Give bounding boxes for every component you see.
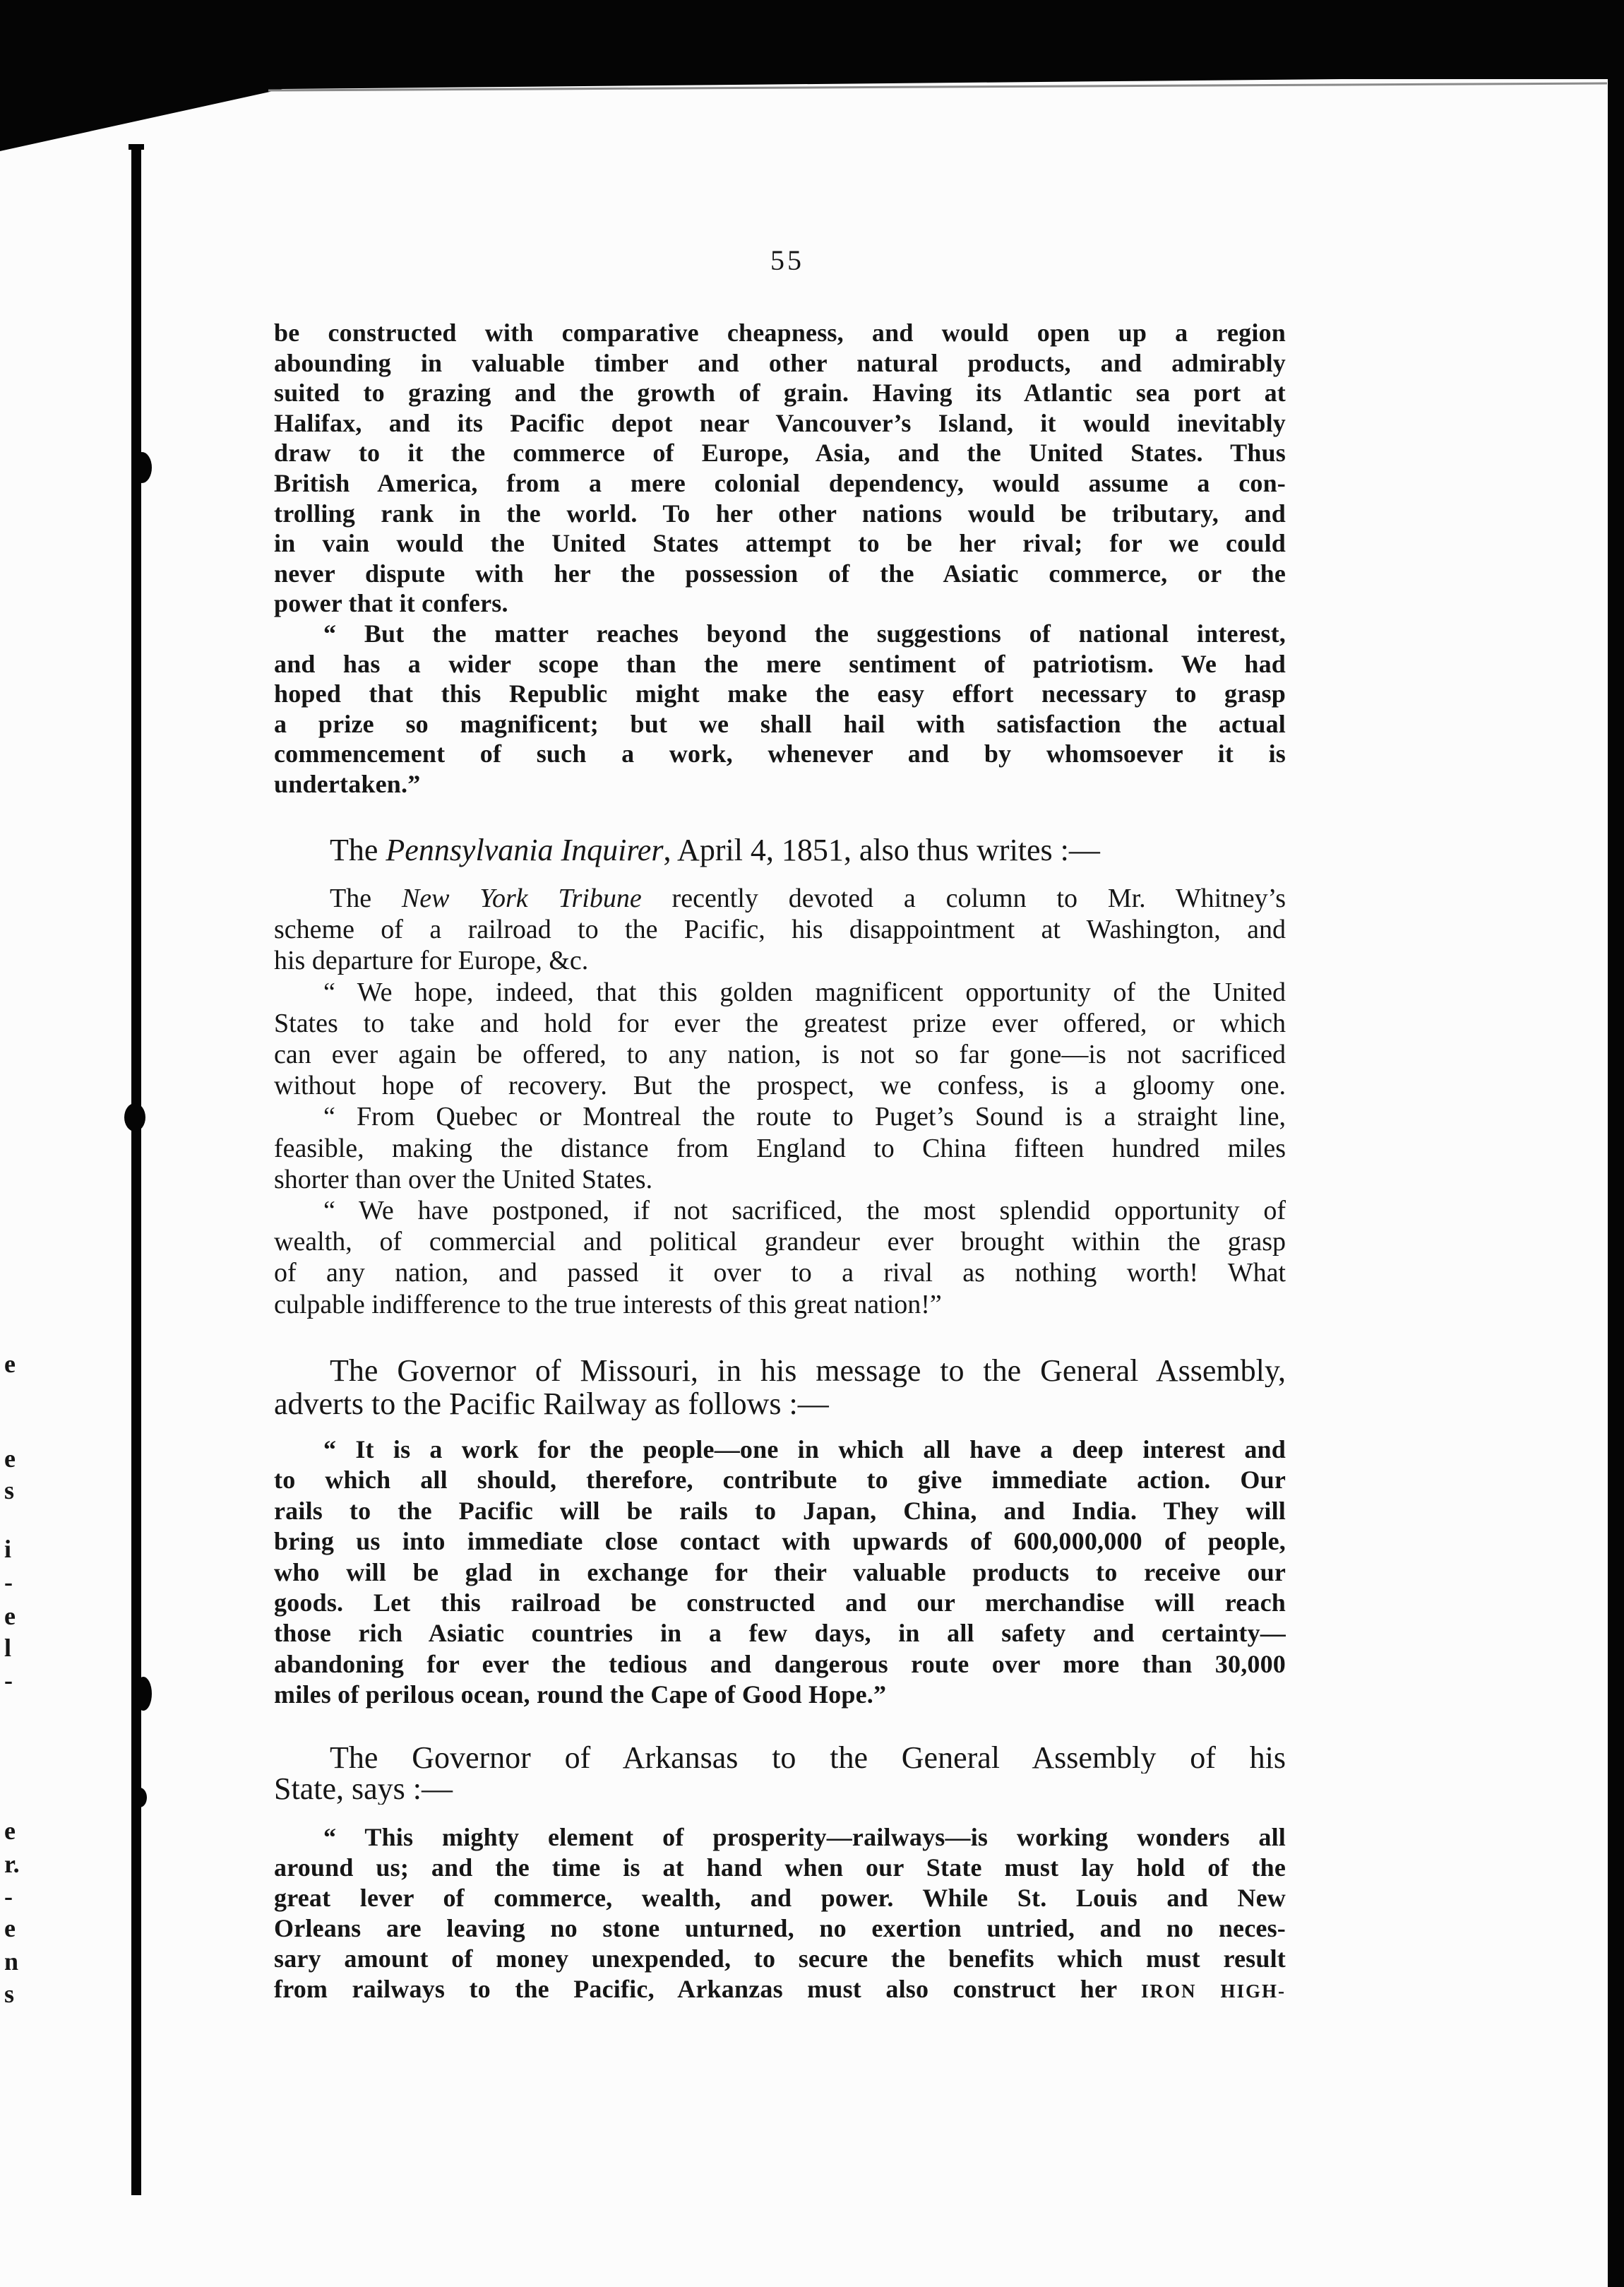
fragment-char: e: [4, 1602, 16, 1630]
text-line: “ From Quebec or Montreal the route to Puget’s Sound is a straight line,: [323, 1102, 1286, 1132]
text-line: and has a wider scope than the mere sentiment of patriotism. We had: [274, 649, 1286, 678]
fragment-char: s: [4, 1476, 15, 1504]
heading-prefix: The: [330, 833, 386, 867]
vertical-margin-rule: [124, 144, 152, 2195]
text-line: feasible, making the distance from England to China fifteen hundred miles: [274, 1133, 1286, 1163]
text-line: power that it confers.: [274, 589, 508, 618]
text-line: his departure for Europe, &c.: [274, 946, 589, 976]
text-line: abandoning for ever the tedious and dangerous route over more than 30,000: [274, 1649, 1286, 1678]
text-line: in vain would the United States attempt to be her rival; for we could: [274, 529, 1286, 558]
pennsylvania-inquirer-heading: [274, 833, 1286, 867]
text-line: rails to the Pacific will be rails to Japan, China, and India. They will: [274, 1496, 1286, 1525]
line-text: from railways to the Pacific, Arkanzas must also construct her: [274, 1975, 1142, 2003]
page-number: 55: [770, 244, 804, 276]
text-line: of any nation, and passed it over to a rival as nothing worth! What: [274, 1258, 1286, 1288]
text-line: without hope of recovery. But the prospect, we confess, is a gloomy one.: [274, 1071, 1286, 1101]
text-line: “ This mighty element of prosperity—railways—is working wonders all: [323, 1823, 1286, 1851]
right-black-border: [1608, 0, 1624, 2287]
text-line: those rich Asiatic countries in a few days, in all safety and certainty—: [274, 1619, 1286, 1648]
small-caps-text: IRON HIGH-: [1141, 1980, 1286, 2002]
fragment-char: l: [4, 1634, 12, 1662]
text-line: States to take and hold for ever the greatest prize ever offered, or which: [274, 1008, 1286, 1038]
text-line: be constructed with comparative cheapness, and would open up a region: [274, 319, 1286, 347]
arkansas-quote: [274, 1822, 1286, 2007]
text-line: sary amount of money unexpended, to secure the benefits which must result: [274, 1944, 1286, 1973]
heading-line: The Governor of Missouri, in his message to the General Assembly,: [330, 1354, 1286, 1387]
text-line: [274, 1974, 1286, 2007]
fragment-char: s: [4, 1980, 15, 2008]
text-line: miles of perilous ocean, round the Cape of Good Hope.”: [274, 1680, 887, 1709]
text-line: trolling rank in the world. To her other nations would be tributary, and: [274, 499, 1286, 528]
fragment-char: n: [4, 1947, 19, 1976]
text-line: around us; and the time is at hand when our State must lay hold of the: [274, 1853, 1286, 1882]
text-line: culpable indifference to the true interests of this great nation!”: [274, 1289, 942, 1319]
text-line: wealth, of commercial and political grandeur ever brought within the grasp: [274, 1227, 1286, 1257]
text-line: draw to it the commerce of Europe, Asia, and the United States. Thus: [274, 439, 1286, 468]
text-line: “ But the matter reaches beyond the suggestions of national interest,: [323, 619, 1286, 648]
pennsylvania-inquirer-quote: [274, 883, 1286, 1320]
heading-line: adverts to the Pacific Railway as follows :—: [274, 1387, 829, 1420]
heading-line: State, says :—: [274, 1774, 453, 1805]
text-line: never dispute with her the possession of the Asiatic commerce, or the: [274, 559, 1286, 588]
text-line: to which all should, therefore, contribute to give immediate action. Our: [274, 1466, 1286, 1495]
fragment-char: e: [4, 1444, 16, 1473]
text-line: who will be glad in exchange for their valuable products to receive our: [274, 1557, 1286, 1586]
heading-suffix: , April 4, 1851, also thus writes :—: [663, 833, 1100, 867]
text-line: hoped that this Republic might make the easy effort necessary to grasp: [274, 679, 1286, 708]
fragment-char: r.: [4, 1850, 20, 1878]
heading-line: [274, 833, 1286, 867]
fragment-char: e: [4, 1350, 16, 1378]
text-line: bring us into immediate close contact with upwards of 600,000,000 of people,: [274, 1527, 1286, 1556]
text-line: Orleans are leaving no stone unturned, no exertion untried, and no neces-: [274, 1914, 1286, 1942]
fragment-char: -: [4, 1568, 13, 1596]
text-line: abounding in valuable timber and other natural products, and admirably: [274, 348, 1286, 377]
newspaper-title: Pennsylvania Inquirer: [386, 833, 664, 867]
continued-paragraph: [274, 318, 1286, 800]
text-line: suited to grazing and the growth of grain. Having its Atlantic sea port at: [274, 379, 1286, 408]
heading-line: The Governor of Arkansas to the General Assembly of his: [330, 1742, 1286, 1774]
text-line: “ We have postponed, if not sacrificed, the most splendid opportunity of: [323, 1196, 1286, 1226]
line-prefix: The: [330, 884, 402, 913]
fragment-char: -: [4, 1882, 13, 1911]
text-line: a prize so magnificent; but we shall hail with satisfaction the actual: [274, 709, 1286, 738]
fragment-char: e: [4, 1914, 16, 1942]
line-suffix: recently devoted a column to Mr. Whitney’s: [641, 884, 1286, 913]
text-line: goods. Let this railroad be constructed and our merchandise will reach: [274, 1588, 1286, 1617]
text-line: scheme of a railroad to the Pacific, his disappointment at Washington, and: [274, 915, 1286, 945]
top-black-border: [0, 0, 1624, 151]
text-line: can ever again be offered, to any nation, is not so far gone—is not sacrificed: [274, 1040, 1286, 1070]
missouri-quote: [274, 1434, 1286, 1711]
fragment-char: i: [4, 1535, 12, 1563]
text-line: British America, from a mere colonial dependency, would assume a con-: [274, 468, 1286, 497]
missouri-heading: [274, 1354, 1286, 1420]
fragment-char: e: [4, 1817, 16, 1845]
text-line: great lever of commerce, wealth, and power. While St. Louis and New: [274, 1884, 1286, 1912]
newspaper-title: New York Tribune: [401, 884, 642, 913]
text-line: Halifax, and its Pacific depot near Vancouver’s Island, it would inevitably: [274, 408, 1286, 437]
text-line: shorter than over the United States.: [274, 1164, 653, 1194]
arkansas-heading: [274, 1742, 1286, 1805]
text-line: “ It is a work for the people—one in which all have a deep interest and: [323, 1435, 1286, 1463]
fragment-char: -: [4, 1666, 13, 1694]
text-line: commencement of such a work, whenever and by whomsoever it is: [274, 739, 1286, 768]
text-line: [274, 883, 1286, 914]
text-line: “ We hope, indeed, that this golden magnificent opportunity of the United: [323, 977, 1286, 1007]
text-line: undertaken.”: [274, 769, 421, 798]
